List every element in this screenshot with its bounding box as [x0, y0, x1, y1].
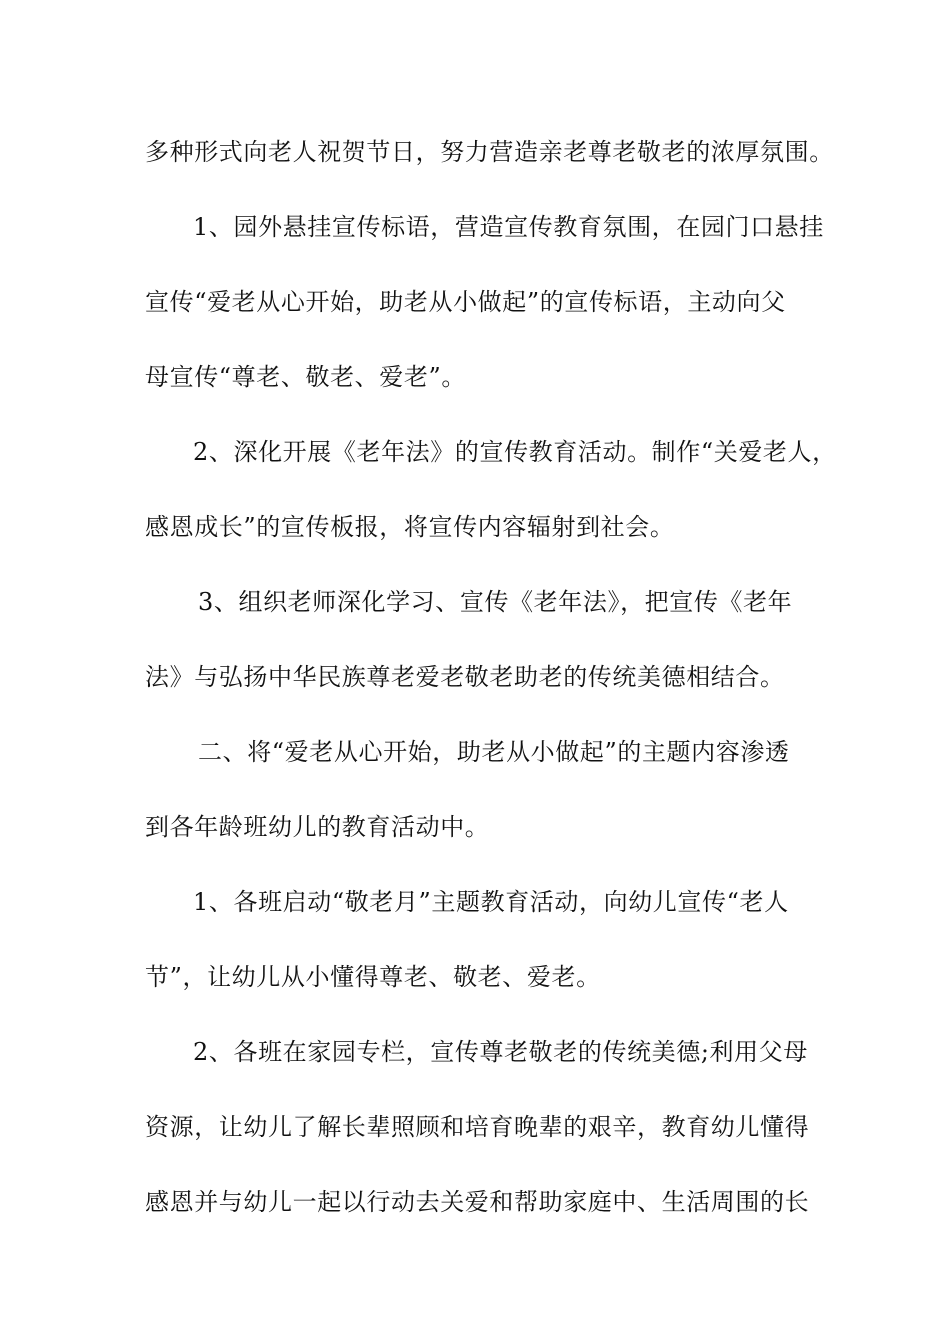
- text-line: 1、各班启动“敬老月”主题教育活动，向幼儿宣传“老人: [193, 888, 789, 916]
- text-line: 感恩成长”的宣传板报，将宣传内容辐射到社会。: [145, 513, 675, 541]
- text-line: 2、深化开展《老年法》的宣传教育活动。制作“关爱老人，: [193, 438, 837, 466]
- text-line: 多种形式向老人祝贺节日，努力营造亲老尊老敬老的浓厚氛围。: [145, 138, 834, 166]
- text-line: 到各年龄班幼儿的教育活动中。: [145, 813, 490, 841]
- text-line: 节”，让幼儿从小懂得尊老、敬老、爱老。: [145, 963, 601, 991]
- text-line: 3、组织老师深化学习、宣传《老年法》，把宣传《老年: [198, 588, 793, 616]
- text-line: 母宣传“尊老、敬老、爱老”。: [145, 363, 466, 391]
- text-line: 资源，让幼儿了解长辈照顾和培育晚辈的艰辛，教育幼儿懂得: [145, 1113, 810, 1141]
- text-line: 二、将“爱老从心开始，助老从小做起”的主题内容渗透: [198, 738, 790, 766]
- text-line: 1、园外悬挂宣传标语，营造宣传教育氛围，在园门口悬挂: [193, 213, 824, 241]
- text-line: 2、各班在家园专栏，宣传尊老敬老的传统美德;利用父母: [193, 1038, 808, 1066]
- text-line: 感恩并与幼儿一起以行动去关爱和帮助家庭中、生活周围的长: [145, 1188, 810, 1216]
- text-line: 宣传“爱老从心开始，助老从小做起”的宣传标语，主动向父: [145, 288, 786, 316]
- text-line: 法》与弘扬中华民族尊老爱老敬老助老的传统美德相结合。: [145, 663, 785, 691]
